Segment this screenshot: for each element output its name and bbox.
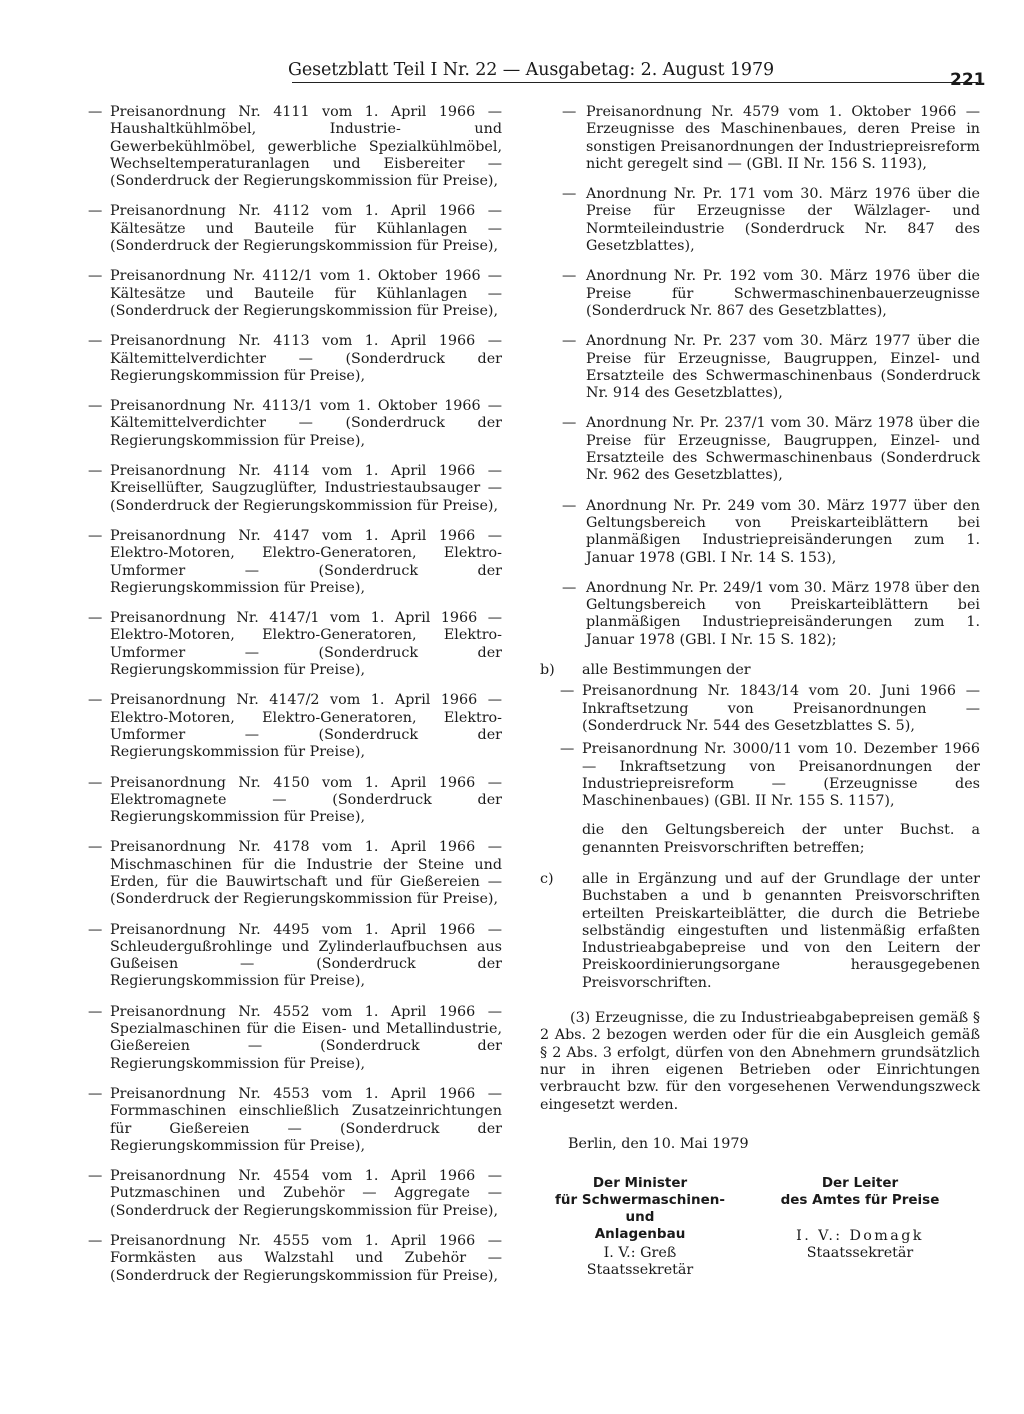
entry-text: Preisanordnung Nr. 4111 vom 1. April 1966 — Haushaltkühlmöbel, Industrie- und Gewerbekühlmöbel, gewerbliche Spezialkühlmöbel, Wechseltemperaturanlagen und Eisbereiter — (Sonderdruck der Regierungskommission für Preise), (110, 104, 502, 190)
page-number: 221 (950, 70, 986, 90)
list-item (562, 186, 980, 255)
list-item (560, 741, 980, 810)
entry-text: Preisanordnung Nr. 4553 vom 1. April 1966 — Formmaschinen einschließlich Zusatzeinrichtungen für Gießereien — (Sonderdruck der Regierungskommission für Preise), (110, 1085, 502, 1154)
dash-marker: — (88, 1233, 103, 1250)
list-item (88, 528, 502, 597)
entry-text: Preisanordnung Nr. 4112/1 vom 1. Oktober 1966 — Kältesätze und Bauteile für Kühlanlagen — (Sonderdruck der Regierungskommission für Preise), (110, 268, 502, 319)
list-item (88, 1086, 502, 1155)
list-item (88, 104, 502, 190)
section-b (540, 662, 980, 810)
entry-text: Preisanordnung Nr. 4147/1 vom 1. April 1966 — Elektro-Motoren, Elektro-Generatoren, Elektro-Umformer — (Sonderdruck der Regierungskommission für Preise), (110, 610, 502, 679)
entry-text: Preisanordnung Nr. 4495 vom 1. April 1966 — Schleudergußrohlinge und Zylinderlaufbuchsen aus Gußeisen — (Sonderdruck der Regierungskommission für Preise), (110, 921, 502, 990)
dash-marker: — (88, 203, 103, 220)
header-title: Gesetzblatt Teil I Nr. 22 — Ausgabetag: 2. August 1979 (288, 60, 775, 80)
entry-text: Preisanordnung Nr. 4112 vom 1. April 1966 — Kältesätze und Bauteile für Kühlanlagen — (Sonderdruck der Regierungskommission für Preise), (110, 203, 502, 255)
entry-text: Preisanordnung Nr. 3000/11 vom 10. Dezember 1966 — Inkraftsetzung von Preisanordnungen der Industriepreisreform — (Erzeugnisse des Maschinenbaues) (GBl. II Nr. 155 S. 1157), (582, 741, 980, 810)
signature-block (540, 1175, 980, 1279)
entry-text: Preisanordnung Nr. 4113/1 vom 1. Oktober 1966 — Kältemittelverdichter — (Sonderdruck der Regierungskommission für Preise), (110, 398, 502, 449)
section-b-closing: die den Geltungsbereich der unter Buchst. a genannten Preisvorschriften betreffen; (582, 822, 980, 856)
dash-marker: — (88, 921, 103, 938)
dash-marker: — (562, 104, 577, 120)
entry-text: Anordnung Nr. Pr. 171 vom 30. März 1976 über die Preise für Erzeugnisse der Wälzlager- und Normteileindustrie (Sonderdruck Nr. 847 des Gesetzblattes), (586, 186, 980, 255)
list-item (88, 839, 502, 908)
list-item (562, 104, 980, 173)
section-c-marker: c) (540, 870, 554, 887)
entry-text: Anordnung Nr. Pr. 237/1 vom 30. März 1978 über die Preise für Erzeugnisse, Baugruppen, Einzel- und Ersatzteile des Schwermaschinenbaus (Sonderdruck Nr. 962 des Gesetzblattes), (586, 415, 980, 484)
list-item (88, 333, 502, 385)
signer-role-line: für Schwermaschinen- und (555, 1192, 725, 1226)
dash-marker: — (560, 741, 575, 758)
signer-role-line: des Amtes für Preise (780, 1192, 940, 1209)
right-column (540, 104, 980, 1279)
list-item (560, 683, 980, 735)
list-item (562, 268, 980, 320)
list-item (88, 1168, 502, 1220)
signer-name: I. V.: Greß (603, 1245, 677, 1262)
dash-marker: — (560, 683, 575, 700)
dash-marker: — (562, 579, 577, 596)
dash-marker: — (88, 1168, 103, 1185)
dash-marker: — (88, 839, 103, 856)
signer-role-line: Anlagenbau (594, 1226, 686, 1243)
list-item (88, 1004, 502, 1073)
list-item (88, 268, 502, 320)
list-item (88, 1233, 502, 1285)
list-item (562, 498, 980, 567)
dash-marker: — (562, 497, 577, 514)
paragraph-3: (3) Erzeugnisse, die zu Industrieabgabepreisen gemäß § 2 Abs. 2 bezogen werden oder für die ein Ausgleich gemäß § 2 Abs. 3 erfolgt, dürfen von den Abnehmern grundsätzlich nur in ihren eigenen Betrieben oder Einrichtungen verbraucht bzw. für den vorgesehenen Verwendungszweck eingesetzt werden. (540, 1010, 980, 1113)
entry-text: Anordnung Nr. Pr. 249 vom 30. März 1977 über den Geltungsbereich von Preiskarteiblättern bei planmäßigen Industriepreisänderungen zum 1. Januar 1978 (GBl. I Nr. 14 S. 153), (586, 497, 980, 566)
signer-name: I. V.: Domagk (796, 1228, 924, 1245)
signer-title: Staatssekretär (586, 1262, 694, 1279)
left-column (88, 104, 502, 1298)
dash-marker: — (88, 1085, 103, 1102)
entry-text: Preisanordnung Nr. 4114 vom 1. April 1966 — Kreisellüfter, Saugzuglüfter, Industriestaubsauger — (Sonderdruck der Regierungskommission für Preise), (110, 463, 502, 514)
dash-marker: — (562, 268, 577, 285)
signer-role-line: Der Leiter (821, 1175, 899, 1192)
page-header (0, 0, 1024, 90)
entry-text: Preisanordnung Nr. 4552 vom 1. April 1966 — Spezialmaschinen für die Eisen- und Metallindustrie, Gießereien — (Sonderdruck der Regierungskommission für Preise), (110, 1003, 502, 1072)
section-b-list (540, 683, 980, 810)
list-item (88, 922, 502, 991)
list-item (562, 580, 980, 649)
entry-text: Preisanordnung Nr. 4178 vom 1. April 1966 — Mischmaschinen für die Industrie der Steine und Erden, für die Bauwirtschaft und für Gießereien — (Sonderdruck der Regierungskommission für Preise), (110, 839, 502, 908)
dash-marker: — (562, 333, 577, 350)
signer-title: Staatssekretär (806, 1245, 914, 1262)
dash-marker: — (88, 527, 103, 544)
dash-marker: — (562, 415, 577, 432)
section-c (540, 871, 980, 992)
dash-marker: — (88, 333, 103, 350)
list-item (562, 415, 980, 484)
signature-minister (540, 1175, 740, 1280)
dash-marker: — (88, 1003, 103, 1020)
list-item (88, 203, 502, 255)
entry-text: Preisanordnung Nr. 4555 vom 1. April 1966 — Formkästen aus Walzstahl und Zubehör — (Sonderdruck der Regierungskommission für Preise), (110, 1233, 502, 1284)
dash-marker: — (88, 268, 103, 285)
list-item (88, 610, 502, 679)
entry-text: Anordnung Nr. Pr. 192 vom 30. März 1976 über die Preise für Schwermaschinenbauerzeugnisse (Sonderdruck Nr. 867 des Gesetzblattes), (586, 268, 980, 319)
list-item (562, 333, 980, 402)
dash-marker: — (88, 398, 103, 415)
section-c-text: alle in Ergänzung und auf der Grundlage der unter Buchstaben a und b genannten Preisvorschriften erteilten Preiskarteiblätter, die durch die Betriebe selbständig eingestuften und listenmäßig erfaßten Industrieabgabepreise und von den Leitern der Preiskoordinierungsorgane herausgegebenen Preisvorschriften. (582, 870, 980, 991)
section-b-intro: alle Bestimmungen der (582, 662, 751, 679)
entry-text: Preisanordnung Nr. 4113 vom 1. April 1966 — Kältemittelverdichter — (Sonderdruck der Regierungskommission für Preise), (110, 333, 502, 384)
entry-text: Preisanordnung Nr. 4147/2 vom 1. April 1966 — Elektro-Motoren, Elektro-Generatoren, Elektro-Umformer — (Sonderdruck der Regierungskommission für Preise), (110, 692, 502, 761)
list-item (88, 692, 502, 761)
dash-marker: — (88, 774, 103, 791)
list-item (88, 775, 502, 827)
place-date: Berlin, den 10. Mai 1979 (568, 1135, 749, 1152)
section-b-marker: b) (540, 662, 555, 679)
entry-text: Preisanordnung Nr. 4147 vom 1. April 1966 — Elektro-Motoren, Elektro-Generatoren, Elektro-Umformer — (Sonderdruck der Regierungskommission für Preise), (110, 527, 502, 596)
entry-text: Preisanordnung Nr. 4554 vom 1. April 1966 — Putzmaschinen und Zubehör — Aggregate — (Sonderdruck der Regierungskommission für Preise), (110, 1168, 502, 1219)
dash-marker: — (88, 104, 103, 120)
signature-amt-preise (760, 1175, 960, 1263)
dash-marker: — (88, 692, 103, 709)
dash-marker: — (88, 610, 103, 627)
entry-text: Anordnung Nr. Pr. 249/1 vom 30. März 1978 über den Geltungsbereich von Preiskarteiblättern bei planmäßigen Industriepreisänderungen zum 1. Januar 1978 (GBl. I Nr. 15 S. 182); (586, 579, 980, 648)
list-item (88, 463, 502, 515)
signer-role-line: Der Minister (592, 1175, 688, 1192)
list-item (88, 398, 502, 450)
entry-text: Preisanordnung Nr. 1843/14 vom 20. Juni 1966 — Inkraftsetzung von Preisanordnungen — (Sonderdruck Nr. 544 des Gesetzblattes S. 5), (582, 683, 980, 734)
header-rule (292, 82, 978, 83)
entry-text: Anordnung Nr. Pr. 237 vom 30. März 1977 über die Preise für Erzeugnisse, Baugruppen, Einzel- und Ersatzteile des Schwermaschinenbaus (Sonderdruck Nr. 914 des Gesetzblattes), (586, 333, 980, 402)
dash-marker: — (88, 463, 103, 480)
dash-marker: — (562, 186, 577, 203)
entry-text: Preisanordnung Nr. 4579 vom 1. Oktober 1966 — Erzeugnisse des Maschinenbaues, deren Preise in sonstigen Preisanordnungen der Industriepreisreform nicht geregelt sind — (GBl. II Nr. 156 S. 1193), (586, 104, 980, 172)
entry-text: Preisanordnung Nr. 4150 vom 1. April 1966 — Elektromagnete — (Sonderdruck der Regierungskommission für Preise), (110, 774, 502, 826)
